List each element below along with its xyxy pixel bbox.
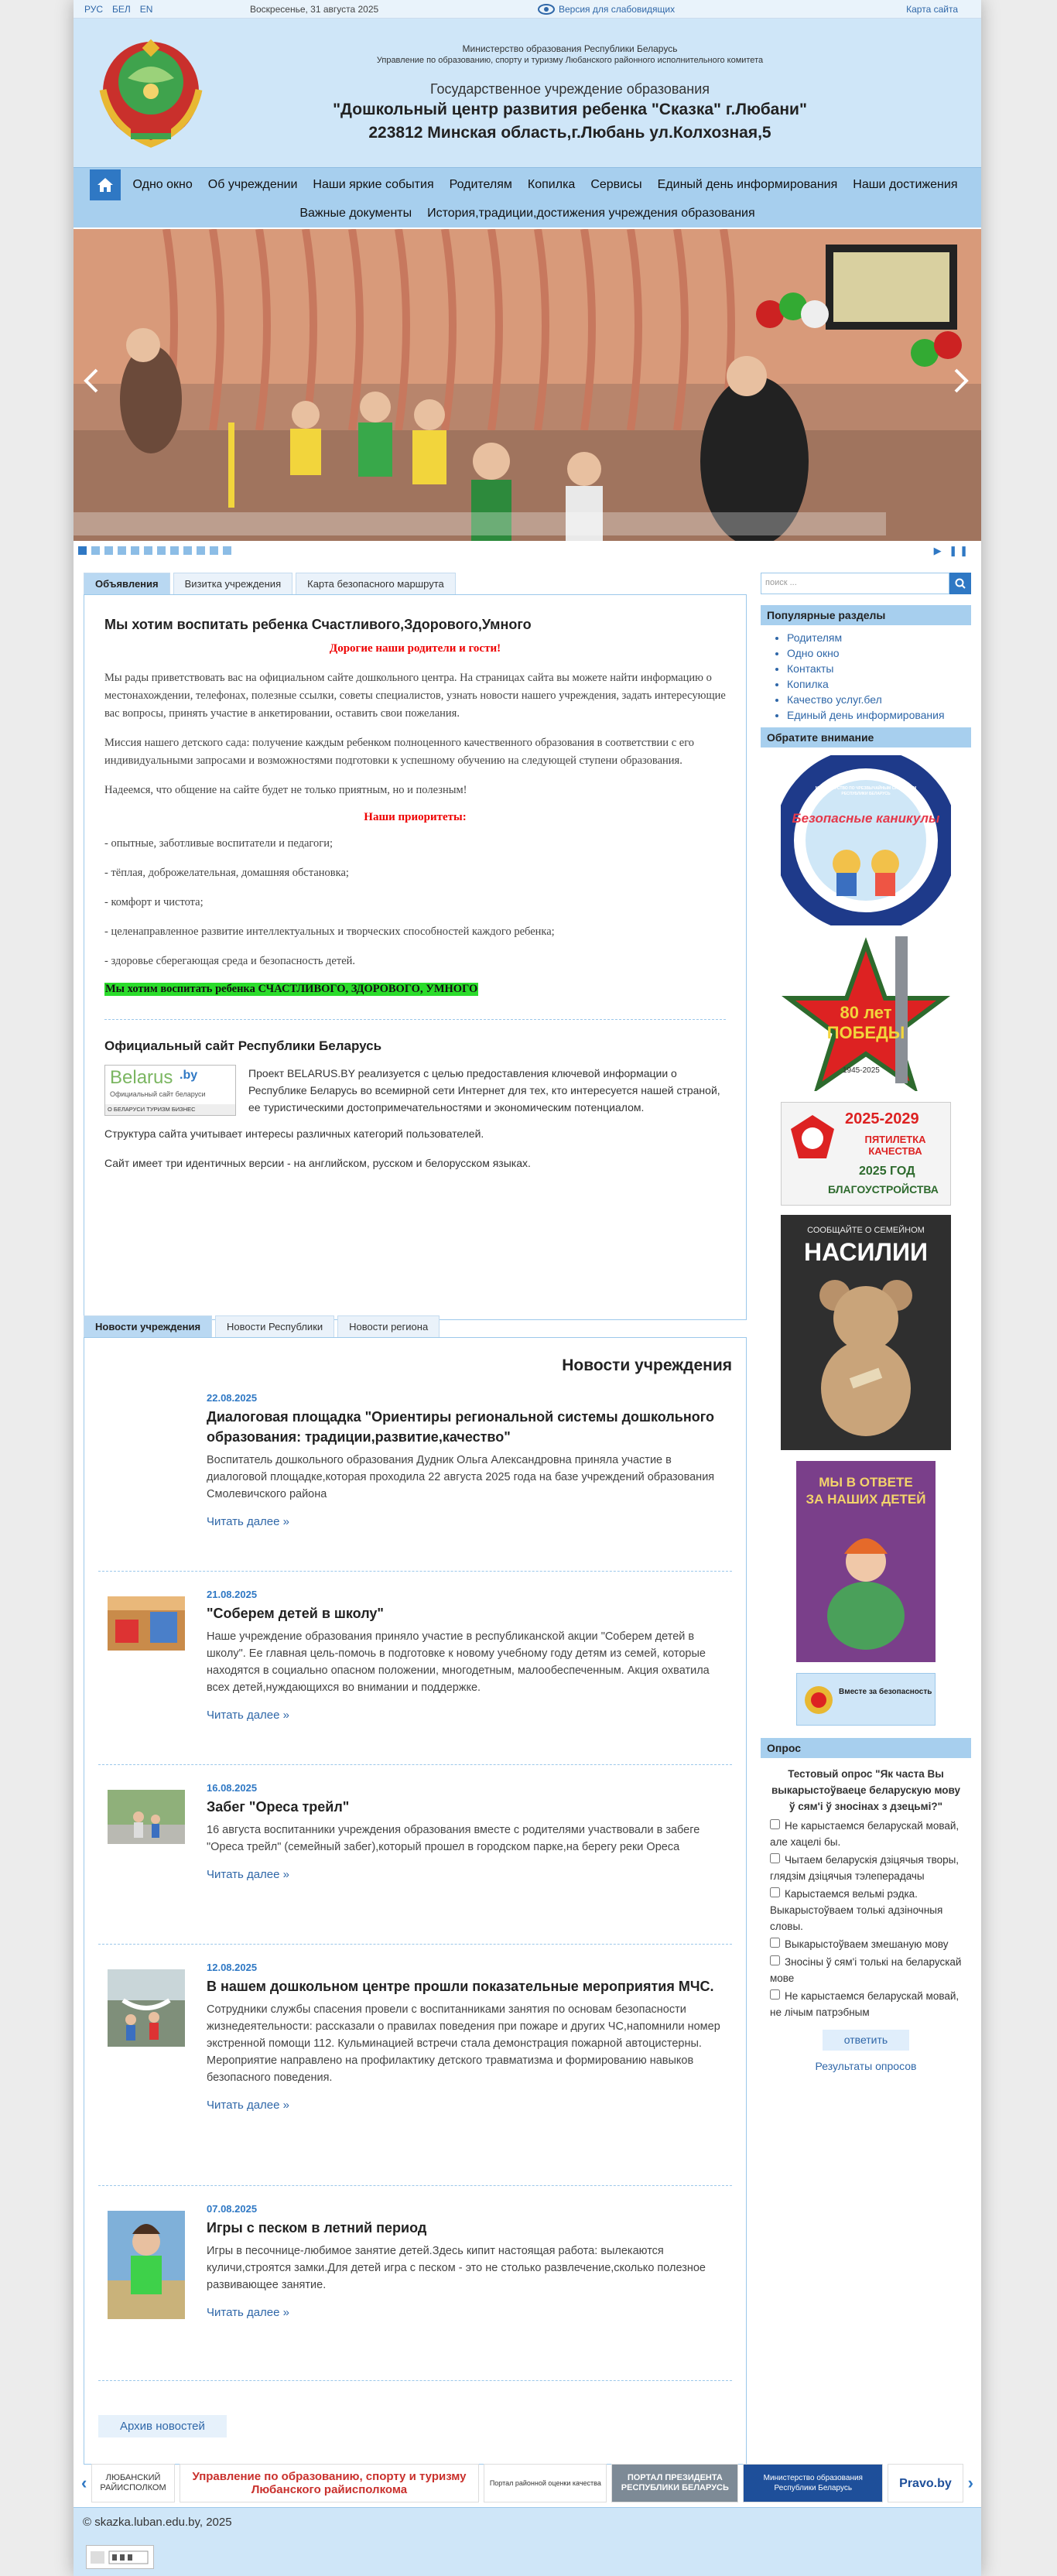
- quality-mark-icon: [789, 1114, 836, 1160]
- slider-dot[interactable]: [78, 546, 87, 555]
- page: [74, 0, 981, 2576]
- search-button[interactable]: [949, 573, 971, 594]
- announcement-title: Мы хотим воспитать ребенка Счастливого,Здорового,Умного: [104, 617, 532, 632]
- read-more-link[interactable]: Читать далее »: [207, 2099, 289, 2112]
- news-block: [84, 1315, 747, 2465]
- slider-dot[interactable]: [118, 546, 126, 555]
- teddy-bear-image: [781, 1272, 951, 1450]
- sidebar: [761, 573, 971, 2082]
- poll-option-label: Выкарыстоўваем змешаную мову: [785, 1938, 949, 1950]
- poll-vote-button[interactable]: ответить: [823, 2030, 909, 2051]
- popular-link-parents[interactable]: • Родителям: [787, 630, 971, 645]
- popular-sections-list: [761, 625, 971, 727]
- official-site-title: Официальный сайт Республики Беларусь: [104, 1038, 382, 1053]
- partner-banner[interactable]: ПОРТАЛ ПРЕЗИДЕНТА РЕСПУБЛИКИ БЕЛАРУСЬ: [611, 2464, 738, 2502]
- news-text: Воспитатель дошкольного образования Дудник Ольга Александровна приняла участие в диалоговой площадке,которая проходила 22 августа 2025 года на базе учреждений образования Смолевичского района: [207, 1454, 715, 1500]
- poll-option[interactable]: [770, 1954, 962, 1986]
- lang-en-link[interactable]: EN: [139, 3, 153, 15]
- news-archive-button[interactable]: Архив новостей: [98, 2415, 227, 2437]
- children-banner-line1: МЫ В ОТВЕТЕ: [819, 1475, 913, 1490]
- popular-link-quality[interactable]: • Качество услуг.бел: [787, 692, 971, 707]
- logo-by: .by: [180, 1069, 198, 1082]
- partner-banner[interactable]: Портал районной оценки качества: [484, 2464, 607, 2502]
- slider-dot[interactable]: [223, 546, 231, 555]
- announcements-tabs: [84, 573, 747, 594]
- news-thumbnail[interactable]: [108, 1596, 185, 1651]
- nav-row-1: [74, 169, 981, 200]
- slider-dot[interactable]: [183, 546, 192, 555]
- home-icon: [97, 177, 114, 193]
- poll-question: Тестовый опрос "Як часта Вы выкарыстоўваеце беларускую мову ў сям'і ў зносінах з дзецьмі?": [771, 1768, 960, 1812]
- poll-checkbox[interactable]: [770, 1938, 780, 1948]
- institution-name: "Дошкольный центр развития ребенка "Сказка" г.Любани": [333, 101, 807, 118]
- safety-emblem-icon: [803, 1685, 834, 1716]
- news-date: 12.08.2025: [207, 1962, 258, 1973]
- logo-strip: О БЕЛАРУСИ ТУРИЗМ БИЗНЕС: [105, 1104, 235, 1115]
- tab-republic-news[interactable]: Новости Республики: [215, 1315, 334, 1337]
- poll-option-label: Не карыстаемся беларускай мовай, але хацелі бы.: [770, 1820, 960, 1848]
- carousel-next-icon[interactable]: ›: [967, 2473, 973, 2492]
- hope-paragraph: Надеемся, что общение на сайте будет не только приятным, но и полезным!: [104, 784, 467, 796]
- improvement-title: БЛАГОУСТРОЙСТВА: [828, 1183, 939, 1196]
- visit-counter[interactable]: [86, 2545, 154, 2569]
- news-panel: [84, 1337, 747, 2465]
- sitemap-link[interactable]: Карта сайта: [906, 3, 958, 15]
- news-title[interactable]: Диалоговая площадка "Ориентиры региональной системы дошкольного образования: традиции,развитие,качество": [207, 1409, 714, 1445]
- poll-option[interactable]: [770, 1936, 962, 1952]
- nav-item-parents[interactable]: Родителям: [449, 178, 512, 191]
- violence-banner-title: НАСИЛИИ: [804, 1238, 928, 1266]
- nav-item-about[interactable]: Об учреждении: [207, 178, 298, 191]
- slider-dot[interactable]: [170, 546, 179, 555]
- lang-be-link[interactable]: БЕЛ: [112, 3, 131, 15]
- nav-item-one-window[interactable]: Одно окно: [132, 178, 193, 191]
- current-date: Воскресенье, 31 августа 2025: [250, 3, 379, 15]
- nav-item-info-day[interactable]: Единый день информирования: [657, 178, 838, 191]
- attention-title: Обратите внимание: [761, 727, 971, 747]
- announcements-block: [84, 573, 747, 1320]
- tab-announcements[interactable]: Объявления: [84, 573, 170, 594]
- nav-item-achievements[interactable]: Наши достижения: [853, 178, 958, 191]
- read-more-link[interactable]: Читать далее »: [207, 1515, 289, 1528]
- slider-dot[interactable]: [210, 546, 218, 555]
- news-title[interactable]: В нашем дошкольном центре прошли показательные мероприятия МЧС.: [207, 1979, 714, 1994]
- poll-option[interactable]: [770, 1988, 962, 2020]
- official-versions-text: Сайт имеет три идентичных версии - на английском, русском и белорусском языках.: [104, 1157, 531, 1169]
- news-text: Наше учреждение образования приняло участие в республиканской акции "Соберем детей в школу". Ее главная цель-помочь в подготовке к новому учебному году детям из семей, которые находятся в социально опасном положении, многодетным, малообеспеченным. Акция охватила всех детей,нуждающихся во внимании и поддержке.: [207, 1630, 710, 1694]
- poll-option[interactable]: [770, 1852, 962, 1884]
- priority-item: - опытные, заботливые воспитатели и педагоги;: [104, 837, 334, 850]
- poll-checkbox[interactable]: [770, 1819, 780, 1829]
- news-text: Сотрудники службы спасения провели с воспитанниками занятия по основам безопасности жизнедеятельности: рассказали о правилах поведения при пожаре и других ЧС,напомнили номер экстренной помощи 112. Кульминацией встречи стала демонстрация пожарной автоцистерны. Мероприятие направлено на профилактику детского травматизма и формированию навыков безопасного поведения.: [207, 2003, 720, 2084]
- logo-subtitle: Официальный сайт беларуси: [110, 1090, 206, 1098]
- search-input[interactable]: поиск ...: [761, 573, 949, 594]
- news-text: 16 августа воспитанники учреждения образования вместе с родителями участвовали в забеге "Ореса трейл" (семейный забег),который прошел в городском парке,на берегу реки Ореса: [207, 1824, 700, 1853]
- partner-banner[interactable]: Управление по образованию, спорту и туризму Любанского райисполкома: [180, 2464, 480, 2502]
- logo-text: Belarus: [110, 1067, 173, 1088]
- domestic-violence-banner[interactable]: [781, 1215, 951, 1450]
- institution-address: 223812 Минская область,г.Любань ул.Колхозная,5: [368, 124, 771, 142]
- popular-link-contacts[interactable]: • Контакты: [787, 661, 971, 676]
- mchs-banner-ring-text: МИНИСТЕРСТВО ПО ЧРЕЗВЫЧАЙНЫМ СИТУАЦИЯМ РЕСПУБЛИКИ БЕЛАРУСЬ: [815, 786, 917, 796]
- quality-five-year-banner[interactable]: [781, 1102, 951, 1206]
- popular-sections-title: Популярные разделы: [761, 605, 971, 625]
- slider-photo: [74, 229, 981, 541]
- priority-item: - комфорт и чистота;: [104, 896, 204, 908]
- nav-item-events[interactable]: Наши яркие события: [313, 178, 434, 191]
- read-more-link[interactable]: Читать далее »: [207, 2306, 289, 2319]
- news-date: 22.08.2025: [207, 1392, 258, 1404]
- improvement-year: 2025 ГОД: [859, 1165, 915, 1178]
- priority-item: - здоровье сберегающая среда и безопасность детей.: [104, 955, 356, 967]
- poll-title: Опрос: [761, 1738, 971, 1758]
- news-title[interactable]: Забег "Ореса трейл": [207, 1799, 350, 1815]
- lang-ru-link[interactable]: РУС: [84, 3, 104, 15]
- partners-carousel: [74, 2459, 981, 2507]
- slider-dot[interactable]: [144, 546, 152, 555]
- nav-item-services[interactable]: Сервисы: [590, 178, 642, 191]
- violence-banner-top: СООБЩАЙТЕ О СЕМЕЙНОМ: [807, 1226, 925, 1235]
- nav-item-history[interactable]: История,традиции,достижения учреждения образования: [427, 207, 755, 220]
- slider-play-pause[interactable]: ▶ ❚❚: [933, 545, 970, 556]
- news-item: [98, 1589, 732, 1765]
- news-thumbnail[interactable]: [108, 1969, 185, 2047]
- quality-title: ПЯТИЛЕТКА КАЧЕСТВА: [864, 1134, 926, 1157]
- motto: Мы хотим воспитать ребенка СЧАСТЛИВОГО, ЗДОРОВОГО, УМНОГО: [105, 983, 478, 995]
- slider-dot[interactable]: [157, 546, 166, 555]
- news-item: [98, 1962, 732, 2186]
- slider-dot[interactable]: [131, 546, 139, 555]
- tab-region-news[interactable]: Новости региона: [337, 1315, 440, 1337]
- search-icon: [955, 578, 966, 589]
- news-date: 07.08.2025: [207, 2203, 258, 2215]
- responsible-for-children-banner[interactable]: [796, 1461, 936, 1662]
- nav-item-piggybank[interactable]: Копилка: [527, 178, 576, 191]
- news-item: [98, 2203, 732, 2381]
- announcements-panel: [84, 594, 747, 1320]
- read-more-link[interactable]: Читать далее »: [207, 1868, 289, 1881]
- eye-icon: [538, 4, 555, 15]
- news-thumbnail[interactable]: [108, 1790, 185, 1844]
- nav-row-2: [74, 200, 981, 227]
- popular-link-one-window[interactable]: • Одно окно: [787, 645, 971, 661]
- header-text: [251, 19, 888, 167]
- poll-checkbox[interactable]: [770, 1989, 780, 2000]
- poll-option-label: Карыстаемся вельмі рэдка. Выкарыстоўваем толькі адзіночныя словы.: [770, 1888, 943, 1932]
- priority-item: - целенаправленное развитие интеллектуальных и творческих способностей каждого ребенка;: [104, 925, 555, 938]
- news-item: [98, 1782, 732, 1945]
- belarus-by-logo[interactable]: [104, 1065, 236, 1116]
- poll-option[interactable]: [770, 1886, 962, 1935]
- read-more-link[interactable]: Читать далее »: [207, 1709, 289, 1722]
- official-site-text: Проект BELARUS.BY реализуется с целью предоставления ключевой информации о Республике Беларусь во всемирной сети Интернет для тех, кто интересуется нашей страной, ее туристическими достопримечательностями и экономическим потенциалом.: [248, 1067, 720, 1114]
- tab-business-card[interactable]: Визитка учреждения: [173, 573, 293, 594]
- search-form: [761, 573, 971, 594]
- victory-banner-title: 80 лет ПОБЕДЫ: [826, 1003, 905, 1042]
- news-date: 21.08.2025: [207, 1589, 258, 1600]
- greeting: Дорогие наши родители и гости!: [329, 642, 501, 655]
- news-text: Игры в песочнице-любимое занятие детей.Здесь кипит настоящая работа: вылекаются куличи,строятся замки.Для детей игра с песком - это не столько развлечение,сколько полезное развивающее занятие.: [207, 2245, 706, 2291]
- poll-option[interactable]: [770, 1818, 962, 1850]
- official-structure-text: Структура сайта учитывает интересы различных категорий пользователей.: [104, 1127, 484, 1140]
- news-title[interactable]: Игры с песком в летний период: [207, 2220, 427, 2236]
- tab-safe-route-map[interactable]: Карта безопасного маршрута: [296, 573, 456, 594]
- news-title[interactable]: "Соберем детей в школу": [207, 1606, 384, 1621]
- news-thumbnail[interactable]: [108, 2211, 185, 2319]
- site-header: [74, 19, 981, 167]
- popular-link-piggybank[interactable]: • Копилка: [787, 676, 971, 692]
- quality-years: 2025-2029: [845, 1110, 919, 1127]
- victory-banner-years: 1945-2025: [843, 1066, 880, 1075]
- poll-block: [761, 1758, 971, 2082]
- together-for-safety-banner[interactable]: [796, 1673, 936, 1726]
- nav-item-documents[interactable]: Важные документы: [299, 207, 412, 220]
- main-nav: [74, 167, 981, 227]
- belarus-by-box: [104, 1065, 726, 1116]
- vision-label: Версия для слабовидящих: [559, 3, 676, 15]
- mchs-emblem: [781, 755, 951, 925]
- partner-banner[interactable]: Pravo.by: [888, 2464, 963, 2502]
- welcome-paragraph: Мы рады приветствовать вас на официальном сайте дошкольного центра. На страницах сайта вы можете найти информацию о местонахождении, телефонах, полезные ссылки, советы специалистов, узнать новости нашего учреждения, задать интересующие вас вопросы, принять участие в анкетировании, оставить свои пожелания.: [104, 672, 726, 720]
- news-date: 16.08.2025: [207, 1782, 258, 1794]
- copyright: © skazka.luban.edu.by, 2025: [83, 2516, 232, 2529]
- poll-checkbox[interactable]: [770, 1955, 780, 1965]
- poll-checkbox[interactable]: [770, 1887, 780, 1897]
- mchs-banner-title: Безопасные каникулы: [792, 811, 940, 826]
- sad-child-image: [796, 1523, 936, 1654]
- children-banner-line2: ЗА НАШИХ ДЕТЕЙ: [806, 1492, 926, 1507]
- mission-paragraph: Миссия нашего детского сада: получение каждым ребенком полноценного качественного образования в соответствии с его индивидуальными запросами и возможностями подготовки к успешному обучению на следующей ступени образования.: [104, 737, 695, 767]
- state-emblem-logo[interactable]: [97, 36, 205, 152]
- ministry-name: Министерство образования Республики Беларусь: [462, 43, 678, 54]
- top-bar: [74, 0, 981, 19]
- poll-option-label: Чытаем беларускія дзіцячыя творы, глядзім дзіцячыя тэлеперадачы: [770, 1854, 960, 1882]
- vision-link[interactable]: [538, 4, 675, 15]
- poll-checkbox[interactable]: [770, 1853, 780, 1863]
- mchs-safe-holidays-banner[interactable]: [781, 755, 951, 925]
- slider-dot[interactable]: [197, 546, 205, 555]
- divider: [104, 1019, 726, 1020]
- poll-option-label: Зносіны ў сям'і толькі на беларускай мове: [770, 1956, 962, 1984]
- footer: [74, 2507, 981, 2576]
- slider-dot[interactable]: [91, 546, 100, 555]
- news-tabs: [84, 1315, 747, 1337]
- poll-results-link[interactable]: Результаты опросов: [815, 2060, 917, 2072]
- partner-banner[interactable]: Министерство образования Республики Беларусь: [743, 2464, 883, 2502]
- home-button[interactable]: [90, 169, 121, 200]
- popular-link-info-day[interactable]: • Единый день информирования: [787, 707, 971, 723]
- carousel-prev-icon[interactable]: ‹: [81, 2473, 87, 2492]
- partner-banner[interactable]: ЛЮБАНСКИЙ РАЙИСПОЛКОМ: [91, 2464, 174, 2502]
- news-heading: Новости учреждения: [562, 1356, 732, 1374]
- slider-dot[interactable]: [104, 546, 113, 555]
- counter-icon: [89, 2549, 151, 2566]
- tab-institution-news[interactable]: Новости учреждения: [84, 1315, 212, 1337]
- victory-80-banner[interactable]: [781, 936, 951, 1091]
- poll-option-label: Не карыстаемся беларускай мовай, не лічым патрэбным: [770, 1990, 960, 2018]
- news-item: [98, 1392, 732, 1572]
- safety-banner-text: Вместе за безопасность: [839, 1688, 932, 1696]
- priority-item: - тёплая, доброжелательная, домашняя обстановка;: [104, 867, 349, 879]
- institution-type: Государственное учреждение образования: [429, 81, 710, 97]
- department-name: Управление по образованию, спорту и туризму Любанского районного исполнительного комитета: [376, 56, 764, 65]
- priorities-title: Наши приоритеты:: [364, 811, 467, 823]
- photo-slider[interactable]: [74, 229, 981, 541]
- slider-pagination: [78, 546, 231, 555]
